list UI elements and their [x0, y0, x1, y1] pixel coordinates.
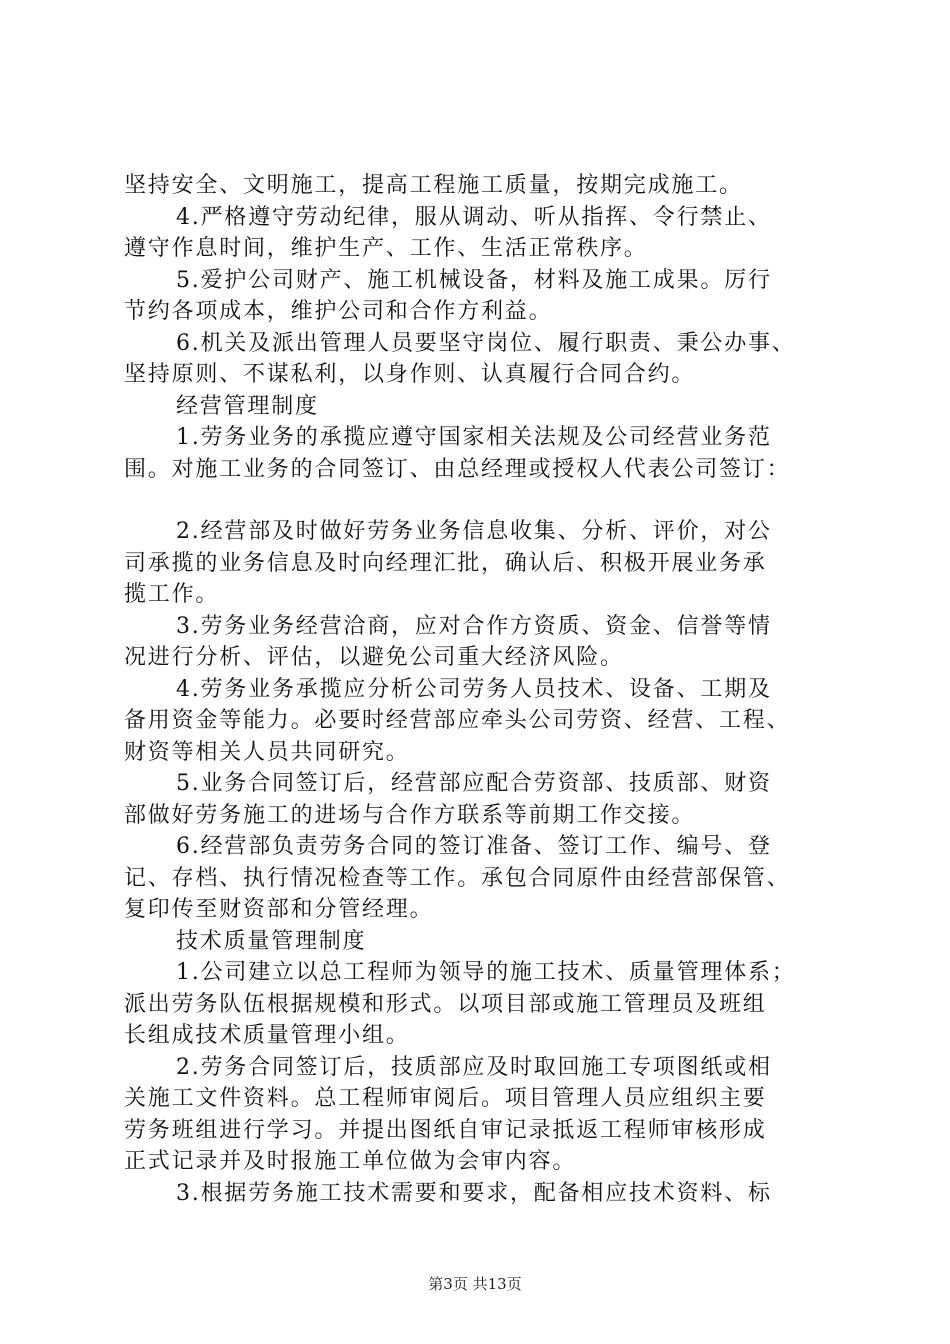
text-line: 财资等相关人员共同研究。 [124, 739, 410, 765]
text-line: 1.公司建立以总工程师为领导的施工技术、质量管理体系； [176, 960, 796, 985]
text-line: 关施工文件资料。总工程师审阅后。项目管理人员应组织主要 [124, 1086, 767, 1111]
text-line: 节约各项成本，维护公司和合作方利益。 [124, 299, 553, 324]
text-line: 围。对施工业务的合同签订、由总经理或授权人代表公司签订： [124, 456, 791, 482]
text-line: 况进行分析、评估，以避免公司重大经济风险。 [124, 645, 624, 670]
text-line: 3.劳务业务经营洽商，应对合作方资质、资金、信誉等情 [176, 613, 772, 639]
text-line: 复印传至财资部和分管经理。 [124, 897, 434, 922]
text-line: 劳务班组进行学习。并提出图纸自审记录抵返工程师审核形成 [124, 1117, 767, 1143]
text-line: 1.劳务业务的承揽应遵守国家相关法规及公司经营业务范 [176, 425, 772, 450]
text-line: 3.根据劳务施工技术需要和要求，配备相应技术资料、标 [176, 1180, 772, 1206]
text-line: 6.机关及派出管理人员要坚守岗位、履行职责、秉公办事、 [176, 330, 796, 356]
text-line: 长组成技术质量管理小组。 [124, 1023, 410, 1048]
section-heading: 经营管理制度 [176, 393, 319, 419]
text-line: 遵守作息时间，维护生产、工作、生活正常秩序。 [124, 236, 648, 261]
text-line: 4.严格遵守劳动纪律，服从调动、听从指挥、令行禁止、 [176, 204, 772, 230]
text-line: 记、存档、执行情况检查等工作。承包合同原件由经营部保管、 [124, 865, 791, 891]
document-body [124, 170, 864, 1209]
text-line: 揽工作。 [124, 582, 220, 607]
text-line: 备用资金等能力。必要时经营部应牵头公司劳资、经营、工程、 [124, 708, 791, 733]
text-line: 6.经营部负责劳务合同的签订准备、签订工作、编号、登 [176, 834, 772, 859]
text-line: 坚持原则、不谋私利，以身作则、认真履行合同合约。 [124, 362, 696, 387]
text-line: 正式记录并及时报施工单位做为会审内容。 [124, 1149, 577, 1174]
text-line: 2.经营部及时做好劳务业务信息收集、分析、评价，对公 [176, 519, 772, 544]
text-line: 5.业务合同签订后，经营部应配合劳资部、技质部、财资 [176, 771, 772, 796]
text-line: 2.劳务合同签订后，技质部应及时取回施工专项图纸或相 [176, 1054, 772, 1080]
text-line: 司承揽的业务信息及时向经理汇批，确认后、积极开展业务承 [124, 550, 767, 576]
text-line: 5.爱护公司财产、施工机械设备，材料及施工成果。厉行 [176, 267, 772, 293]
text-line: 部做好劳务施工的进场与合作方联系等前期工作交接。 [124, 802, 696, 828]
page-footer: 第3页 共13页 [428, 1275, 522, 1293]
text-line: 派出劳务队伍根据规模和形式。以项目部或施工管理员及班组 [124, 991, 767, 1017]
text-line: 4.劳务业务承揽应分析公司劳务人员技术、设备、工期及 [176, 676, 772, 702]
text-line: 坚持安全、文明施工，提高工程施工质量，按期完成施工。 [124, 173, 743, 198]
section-heading: 技术质量管理制度 [176, 928, 367, 954]
